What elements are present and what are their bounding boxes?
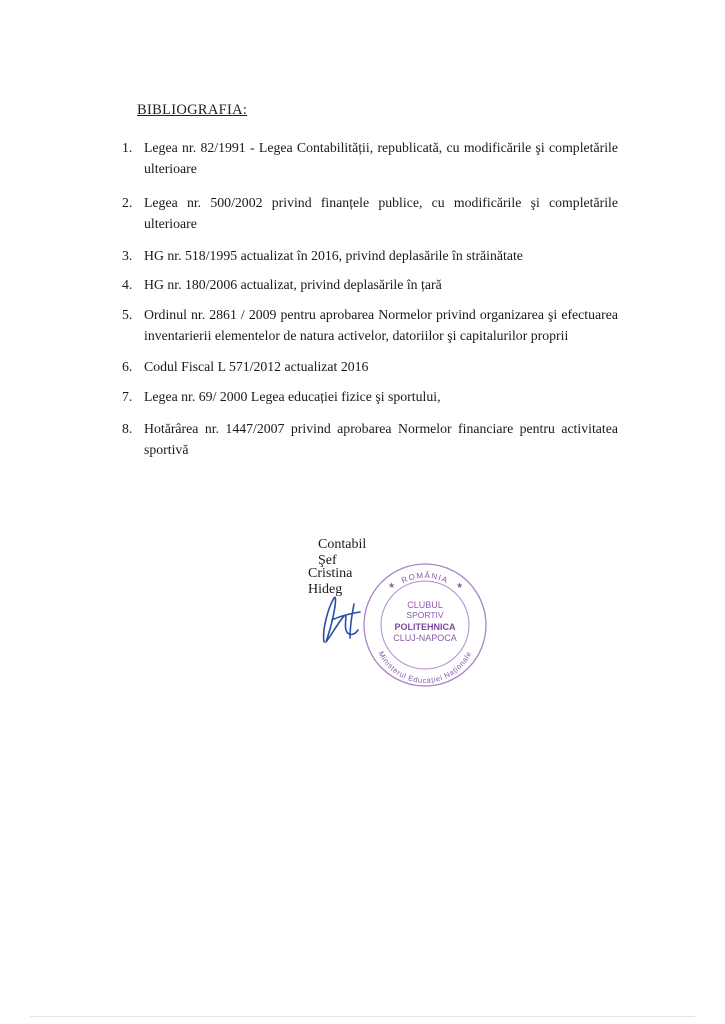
list-item — [122, 192, 622, 234]
list-item — [122, 304, 622, 346]
item-number: 7. — [122, 389, 133, 404]
page-bottom-edge — [30, 1016, 695, 1017]
list-item — [122, 386, 622, 407]
item-text-line: Legea nr. 82/1991 - Legea Contabilității, republicată, cu modificările şi completările — [144, 140, 618, 155]
stamp-bottom-arc: Ministerul Educației Naționale — [376, 649, 474, 686]
item-number: 6. — [122, 359, 133, 374]
stamp-line: POLITEHNICA — [394, 622, 456, 632]
list-item — [122, 356, 622, 377]
item-number: 1. — [122, 140, 133, 155]
item-text-line: Ordinul nr. 2861 / 2009 pentru aprobarea Normelor privind organizarea şi efectuarea — [144, 307, 618, 322]
list-item — [122, 137, 622, 179]
item-number: 8. — [122, 421, 133, 436]
list-item — [122, 274, 622, 295]
svg-text:ROMÂNIA — [400, 571, 450, 585]
item-text-line: ulterioare — [144, 216, 197, 231]
signatory-role: Contabil Şef — [318, 537, 367, 568]
bibliography-heading: BIBLIOGRAFIA: — [137, 102, 248, 118]
item-text-line: HG nr. 518/1995 actualizat în 2016, privind deplasările în străinătate — [144, 248, 523, 263]
item-text-line: Legea nr. 69/ 2000 Legea educației fizice şi sportului, — [144, 389, 441, 404]
item-number: 3. — [122, 248, 133, 263]
stamp-star-left: ★ — [388, 581, 396, 590]
item-text-line: ulterioare — [144, 161, 197, 176]
stamp-line: CLUBUL — [407, 600, 443, 610]
item-number: 5. — [122, 307, 133, 322]
item-number: 4. — [122, 277, 133, 292]
stamp-top-arc: ROMÂNIA — [400, 570, 450, 586]
signatory-name: Cristina Hideg — [308, 566, 353, 597]
item-text-line: HG nr. 180/2006 actualizat, privind deplasările în țară — [144, 277, 442, 292]
club-stamp — [360, 560, 490, 690]
svg-text:Ministerul Educației Naționale — [377, 650, 474, 685]
list-item — [122, 245, 622, 266]
item-text-line: Codul Fiscal L 571/2012 actualizat 2016 — [144, 359, 369, 374]
stamp-line: CLUJ-NAPOCA — [393, 633, 457, 643]
list-item — [122, 418, 622, 460]
item-text-line: Legea nr. 500/2002 privind finanțele publice, cu modificările şi completările — [144, 195, 618, 210]
item-number: 2. — [122, 195, 133, 210]
stamp-line: SPORTIV — [406, 610, 444, 620]
item-text-line: inventarierii elementelor de natura activelor, datoriilor şi capitalurilor proprii — [144, 328, 569, 343]
item-text-line: sportivă — [144, 442, 189, 457]
stamp-star-right: ★ — [456, 581, 464, 590]
item-text-line: Hotărârea nr. 1447/2007 privind aprobarea Normelor financiare pentru activitatea — [144, 421, 618, 436]
